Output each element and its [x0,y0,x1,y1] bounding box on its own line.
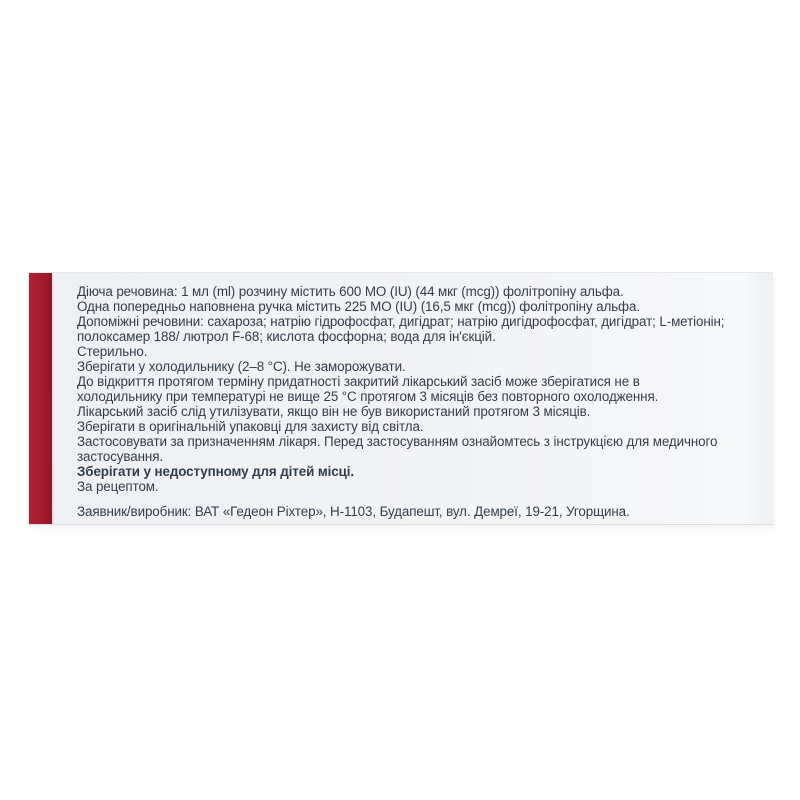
label-text-line: Зберігати у холодильнику (2–8 °С). Не заморожувати. [77,359,406,374]
label-text-line: Допоміжні речовини: сахароза; натрію гідрофосфат, дигідрат; натрію дигідрофосфат, дигідрат; L-метіонін; [77,314,725,329]
label-text-line: полоксамер 188/ лютрол F-68; кислота фосфорна; вода для ін'єкцій. [77,329,496,344]
label-text-line: Лікарський засіб слід утилізувати, якщо він не був використаний протягом 3 місяців. [77,404,591,419]
manufacturer-line: Заявник/виробник: ВАТ «Гедеон Ріхтер», Н-1103, Будапешт, вул. Демреї, 19-21, Угорщина. [77,504,630,519]
label-text-block [77,284,761,494]
label-text-line: Зберігати в оригінальній упаковці для захисту від світла. [77,419,424,434]
label-panel [52,273,773,524]
label-text-line: застосування. [77,449,163,464]
label-text-line: Застосовувати за призначенням лікаря. Перед застосуванням ознайомтесь з інструкцією для медичного [77,434,718,449]
label-text-line: Діюча речовина: 1 мл (ml) розчину містить 600 МО (IU) (44 мкг (mcg)) фолітропіну альфа. [77,284,624,299]
label-text-line: Зберігати у недоступному для дітей місці. [77,464,354,479]
label-text-line: До відкриття протягом терміну придатності закритий лікарський засіб може зберігатися не в [77,374,640,389]
medicine-box-side-panel [29,272,773,525]
label-text-line: За рецептом. [77,479,159,494]
label-text-line: холодильнику при температурі не вище 25 °С протягом 3 місяців без повторного охолодження. [77,389,659,404]
label-text-line: Стерильно. [77,344,148,359]
label-text-line: Одна попередньо наповнена ручка містить 225 МО (IU) (16,5 мкг (mcg)) фолітропіну альфа. [77,299,640,314]
red-stripe [29,273,52,524]
